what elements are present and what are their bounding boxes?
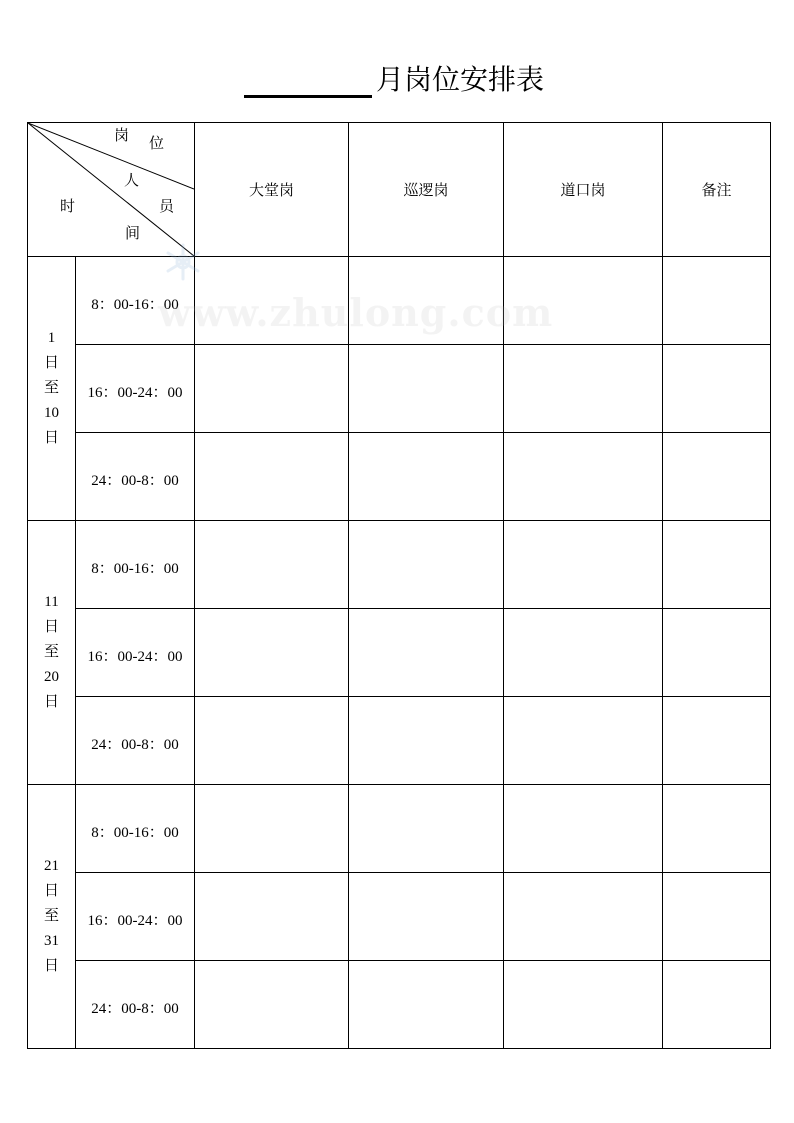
- cell-remarks: [663, 257, 771, 345]
- shift-time: 24：00-8：00: [91, 1000, 179, 1017]
- cell-lobby: [195, 609, 349, 697]
- date-range-start: 11: [44, 594, 59, 610]
- cell-remarks: [663, 697, 771, 785]
- shift-time-cell: [76, 257, 195, 345]
- date-range-day-char: 日: [43, 958, 59, 974]
- shift-time-cell: [76, 785, 195, 873]
- table-row: [28, 433, 771, 521]
- cell-remarks: [663, 521, 771, 609]
- cell-lobby: [195, 521, 349, 609]
- cell-lobby: [195, 697, 349, 785]
- date-range-day-char: 日: [43, 430, 59, 446]
- title-month-blank-line: [244, 61, 372, 98]
- date-range-to-char: 至: [43, 380, 59, 396]
- cell-patrol: [349, 785, 504, 873]
- date-range-label: [28, 326, 75, 451]
- cell-patrol: [349, 873, 504, 961]
- date-range-end: 20: [44, 669, 59, 685]
- cell-lobby: [195, 345, 349, 433]
- corner-diagonal-upper: [28, 123, 194, 189]
- cell-remarks: [663, 785, 771, 873]
- shift-time-cell: [76, 345, 195, 433]
- date-range-label: [28, 590, 75, 715]
- cell-lobby: [195, 961, 349, 1049]
- cell-patrol: [349, 433, 504, 521]
- table-row: [28, 345, 771, 433]
- table-row: [28, 961, 771, 1049]
- shift-time-cell: [76, 609, 195, 697]
- shift-time: 8：00-16：00: [91, 560, 179, 577]
- cell-lobby: [195, 433, 349, 521]
- cell-patrol: [349, 345, 504, 433]
- page-title: [244, 60, 544, 98]
- shift-time-cell: [76, 873, 195, 961]
- cell-patrol: [349, 609, 504, 697]
- cell-patrol: [349, 521, 504, 609]
- cell-crossing: [504, 873, 663, 961]
- table-row: [28, 873, 771, 961]
- corner-diagonal-lower: [28, 123, 194, 256]
- table-row: [28, 697, 771, 785]
- corner-staff-char-2: 员: [159, 199, 175, 215]
- diagonal-corner-cell: [28, 123, 195, 257]
- date-range-day-char: 日: [43, 355, 59, 371]
- date-range-cell: [28, 521, 76, 785]
- cell-remarks: [663, 433, 771, 521]
- corner-time-char-2: 间: [125, 226, 141, 242]
- table-row: [28, 257, 771, 345]
- shift-time-cell: [76, 521, 195, 609]
- date-range-cell: [28, 785, 76, 1049]
- date-range-day-char: 日: [43, 619, 59, 635]
- shift-time: 16：00-24：00: [87, 912, 183, 929]
- cell-patrol: [349, 697, 504, 785]
- title-text: 月岗位安排表: [376, 64, 545, 95]
- table-row: [28, 521, 771, 609]
- cell-remarks: [663, 961, 771, 1049]
- cell-lobby: [195, 873, 349, 961]
- schedule-table: [27, 122, 771, 1049]
- corner-post-char-1: 岗: [114, 128, 130, 144]
- cell-patrol: [349, 961, 504, 1049]
- cell-remarks: [663, 345, 771, 433]
- shift-time-cell: [76, 961, 195, 1049]
- date-range-end: 10: [44, 405, 59, 421]
- column-header-lobby: 大堂岗: [195, 123, 349, 257]
- table-row: [28, 609, 771, 697]
- shift-time: 16：00-24：00: [87, 648, 183, 665]
- column-header-remarks: 备注: [663, 123, 771, 257]
- cell-crossing: [504, 961, 663, 1049]
- cell-crossing: [504, 697, 663, 785]
- cell-patrol: [349, 257, 504, 345]
- date-range-to-char: 至: [43, 908, 59, 924]
- cell-crossing: [504, 345, 663, 433]
- cell-crossing: [504, 609, 663, 697]
- shift-time: 8：00-16：00: [91, 824, 179, 841]
- cell-lobby: [195, 257, 349, 345]
- watermark-text: www.zhulong.com: [158, 290, 554, 335]
- shift-time-cell: [76, 433, 195, 521]
- cell-crossing: [504, 521, 663, 609]
- date-range-start: 21: [44, 858, 59, 874]
- date-range-day-char: 日: [43, 883, 59, 899]
- shift-time: 24：00-8：00: [91, 736, 179, 753]
- corner-staff-char-1: 人: [124, 173, 140, 189]
- cell-lobby: [195, 785, 349, 873]
- shift-time: 16：00-24：00: [87, 384, 183, 401]
- shift-time: 8：00-16：00: [91, 296, 179, 313]
- corner-diagonal-lines: [28, 123, 194, 256]
- column-header-patrol: 巡逻岗: [349, 123, 504, 257]
- date-range-label: [28, 854, 75, 979]
- shift-time-cell: [76, 697, 195, 785]
- date-range-to-char: 至: [43, 644, 59, 660]
- table-row: [28, 785, 771, 873]
- date-range-cell: [28, 257, 76, 521]
- shift-time: 24：00-8：00: [91, 472, 179, 489]
- date-range-end: 31: [44, 933, 59, 949]
- corner-time-char-1: 时: [60, 199, 76, 215]
- cell-remarks: [663, 609, 771, 697]
- cell-crossing: [504, 785, 663, 873]
- header-row: [28, 123, 771, 257]
- cell-crossing: [504, 257, 663, 345]
- column-header-crossing: 道口岗: [504, 123, 663, 257]
- corner-post-char-2: 位: [149, 136, 165, 152]
- cell-crossing: [504, 433, 663, 521]
- date-range-day-char: 日: [43, 694, 59, 710]
- cell-remarks: [663, 873, 771, 961]
- date-range-start: 1: [47, 330, 56, 346]
